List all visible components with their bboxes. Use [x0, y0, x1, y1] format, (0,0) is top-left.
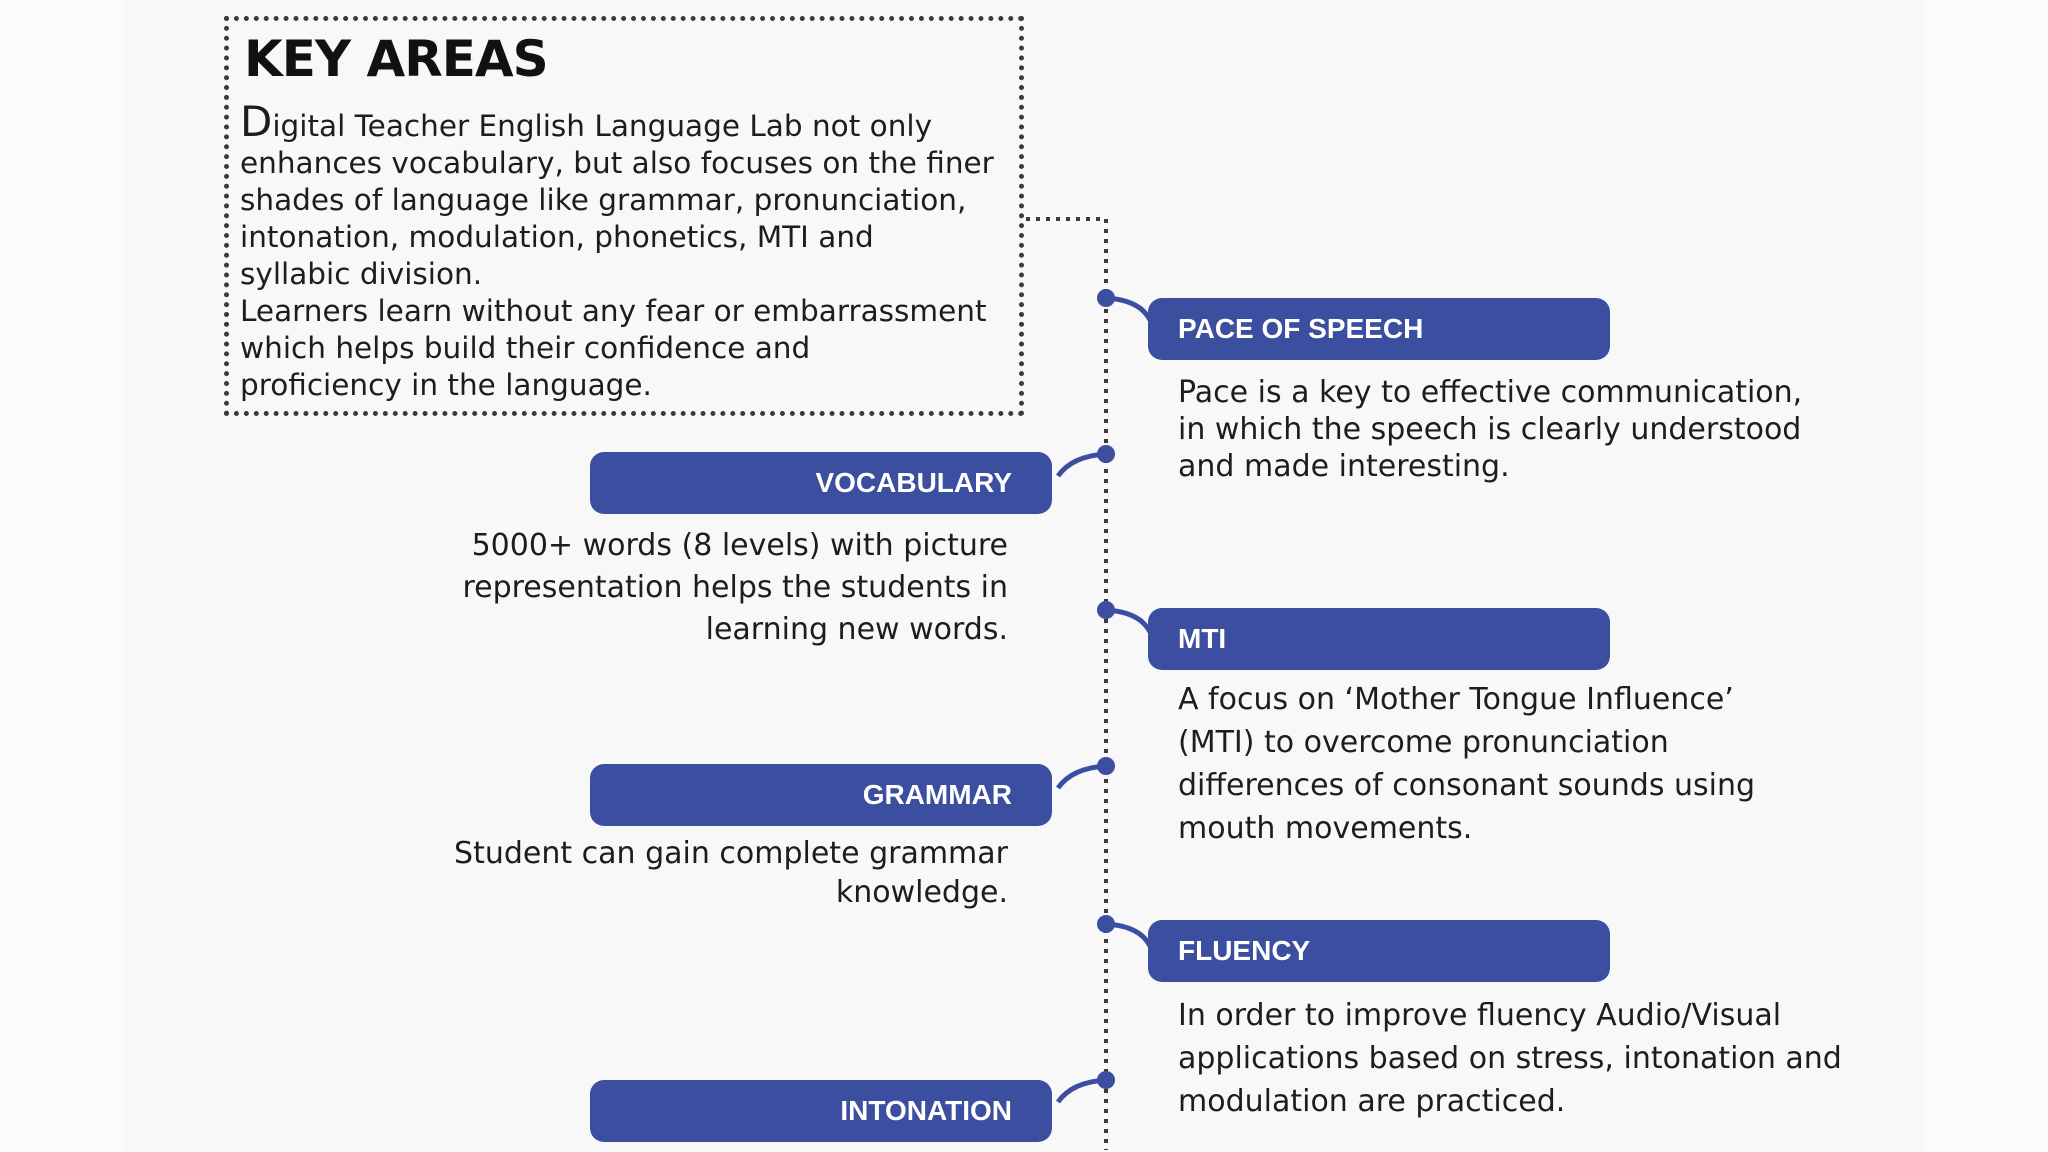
description-line: and made interesting. [1178, 449, 1510, 484]
grammar-description [454, 834, 1008, 912]
vocabulary-label: VOCABULARY [590, 452, 1052, 514]
description-line: Student can gain complete grammar [454, 836, 1008, 871]
description-line: in which the speech is clearly understood [1178, 412, 1802, 447]
description-line: In order to improve fluency Audio/Visual [1178, 998, 1782, 1033]
description-line: (MTI) to overcome pronunciation [1178, 725, 1669, 760]
description-line: mouth movements. [1178, 811, 1473, 846]
intonation-dot [1097, 1071, 1115, 1089]
description-line: modulation are practiced. [1178, 1084, 1566, 1119]
pace-dot [1097, 289, 1115, 307]
intro-line: intonation, modulation, phonetics, MTI and [240, 220, 874, 254]
intro-line: enhances vocabulary, but also focuses on the finer [240, 146, 994, 180]
vocabulary-dot [1097, 445, 1115, 463]
intro-line-text: igital Teacher English Language Lab not only [272, 109, 933, 143]
intro-connector-line [1026, 219, 1106, 1150]
intro-line: proficiency in the language. [240, 368, 652, 402]
mti-dot [1097, 601, 1115, 619]
vocabulary-description [462, 525, 1008, 651]
description-line: knowledge. [835, 875, 1008, 910]
mti-description [1178, 678, 1755, 850]
description-line: 5000+ words (8 levels) with picture [471, 528, 1008, 563]
grammar-label: GRAMMAR [590, 764, 1052, 826]
description-line: learning new words. [705, 612, 1008, 647]
description-line: differences of consonant sounds using [1178, 768, 1756, 803]
intro-line: Learners learn without any fear or embarrassment [240, 294, 987, 328]
intonation-label: INTONATION [590, 1080, 1052, 1142]
intro-line: which helps build their confidence and [240, 331, 811, 365]
description-line: representation helps the students in [462, 570, 1008, 605]
intro-dropcap: D [240, 97, 273, 146]
description-line: A focus on ‘Mother Tongue Influence’ [1178, 682, 1734, 717]
fluency-description [1178, 994, 1842, 1123]
grammar-dot [1097, 757, 1115, 775]
pace-of-speech-label: PACE OF SPEECH [1148, 298, 1610, 360]
description-line: Pace is a key to effective communication, [1178, 375, 1803, 410]
intro-line: syllabic division. [240, 257, 483, 291]
pace-of-speech-description [1178, 374, 1802, 485]
key-areas-title: KEY AREAS [244, 30, 548, 88]
mti-label: MTI [1148, 608, 1610, 670]
fluency-label: FLUENCY [1148, 920, 1610, 982]
description-line: applications based on stress, intonation and [1178, 1041, 1842, 1076]
fluency-dot [1097, 915, 1115, 933]
intro-line: shades of language like grammar, pronunciation, [240, 183, 967, 217]
